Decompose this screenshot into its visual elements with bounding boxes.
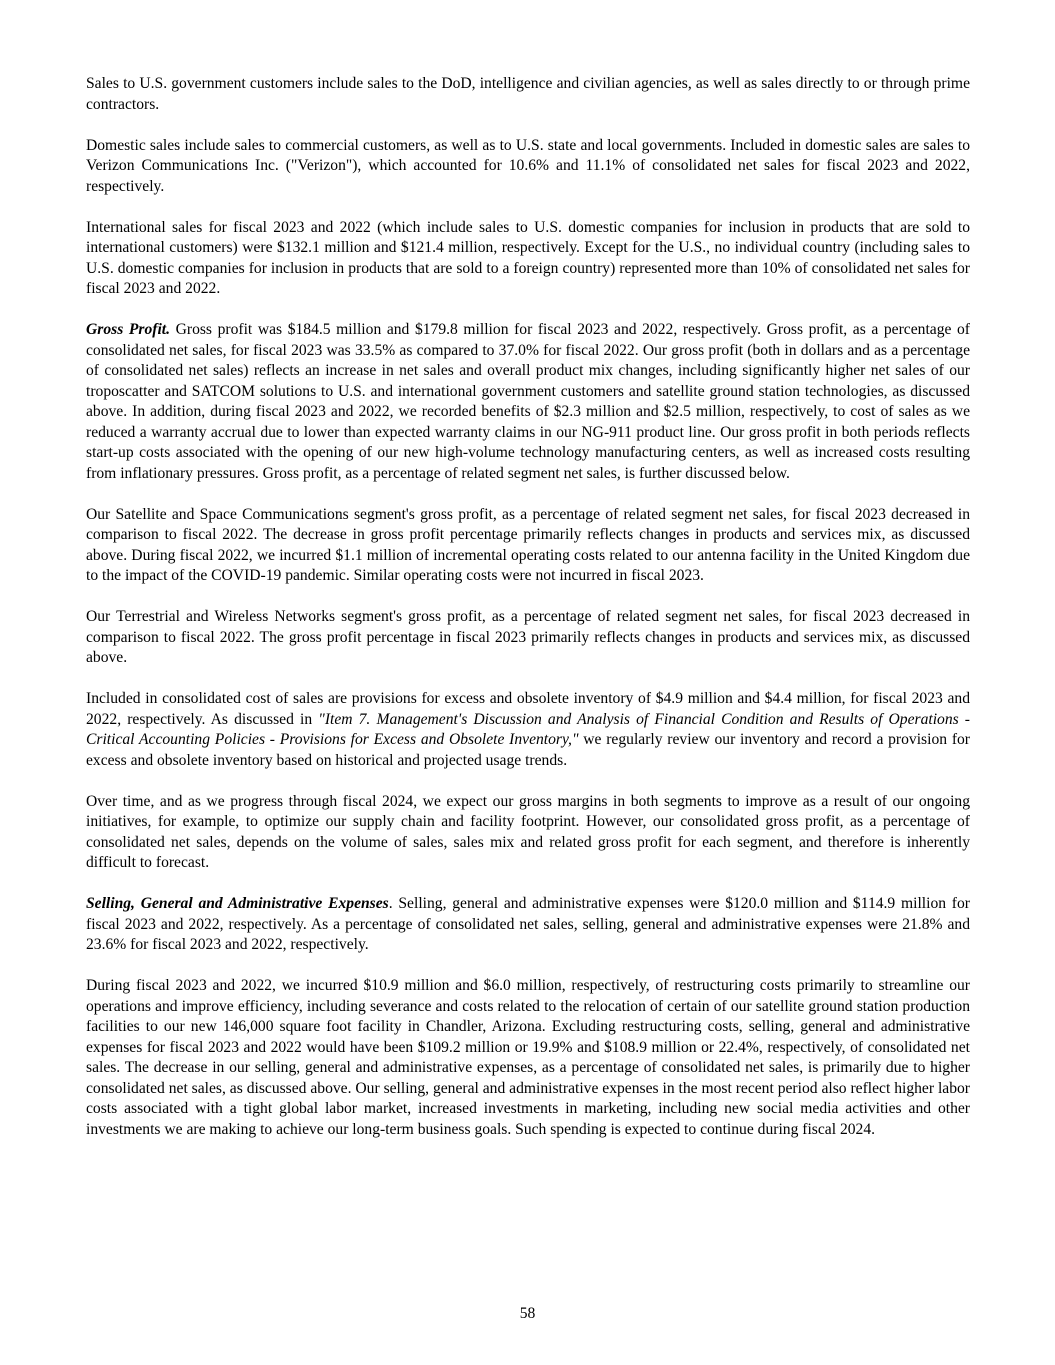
paragraph-domestic-sales: Domestic sales include sales to commercial customers, as well as to U.S. state and local governments. Included in domestic sales are sales to Verizon Communications Inc. ("Verizon"), which accounted for 10.6% and 11.1% of consolidated net sales for fiscal 2023 and 2022, respectively. (86, 136, 970, 195)
sga-heading: Selling, General and Administrative Expenses (86, 895, 389, 912)
gross-profit-text: Gross profit was $184.5 million and $179.8 million for fiscal 2023 and 2022, respectively. Gross profit, as a percentage of consolidated net sales, for fiscal 2023 was 33.5% as compared to 37.0% for fiscal 2022. Our gross profit (both in dollars and as a percentage of consolidated net sales) reflects an increase in net sales and overall product mix changes, including significantly higher net sales of our troposcatter and SATCOM solutions to U.S. and international government customers and satellite ground station technologies, as discussed above. In addition, during fiscal 2023 and 2022, we recorded benefits of $2.3 million and $2.5 million, respectively, to cost of sales as we reduced a warranty accrual due to lower than expected warranty claims in our NG-911 product line. Our gross profit in both periods reflects start-up costs associated with the opening of our new high-volume technology manufacturing centers, as well as increased costs resulting from inflationary pressures. Gross profit, as a percentage of related segment net sales, is further discussed below. (86, 321, 970, 482)
paragraph-government-sales: Sales to U.S. government customers include sales to the DoD, intelligence and civilian agencies, as well as sales directly to or through prime contractors. (86, 75, 970, 113)
mdna-reference: "Item 7. Management's Discussion and Analysis of Financial Condition and Results of Operations - Critical Accounting Policies - Provisions for Excess and Obsolete Inventory," (86, 710, 970, 748)
inventory-text-start: Included in consolidated cost of sales are provisions for excess and obsolete inventory of $4.9 million and $4.4 million, for fiscal 2023 and 2022, respectively. As discussed in (86, 690, 970, 728)
paragraph-gross-margin-outlook: Over time, and as we progress through fiscal 2024, we expect our gross margins in both segments to improve as a result of our ongoing initiatives, for example, to optimize our supply chain and facility footprint. However, our consolidated gross profit, as a percentage of consolidated net sales, depends on the volume of sales, sales mix and related gross profit for each segment, and therefore is inherently difficult to forecast. (86, 792, 970, 871)
sga-text: . Selling, general and administrative expenses were $120.0 million and $114.9 million for fiscal 2023 and 2022, respectively. As a percentage of consolidated net sales, selling, general and administrative expenses were 21.8% and 23.6% for fiscal 2023 and 2022, respectively. (86, 895, 970, 953)
document-body (86, 74, 970, 1161)
paragraph-inventory-provisions (86, 689, 970, 771)
paragraph-sga-expenses (86, 894, 970, 956)
gross-profit-heading: Gross Profit. (86, 321, 171, 338)
paragraph-gross-profit (86, 320, 970, 484)
paragraph-terrestrial-segment: Our Terrestrial and Wireless Networks segment's gross profit, as a percentage of related segment net sales, for fiscal 2023 decreased in comparison to fiscal 2022. The gross profit percentage in fiscal 2023 primarily reflects changes in products and services mix, as discussed above. (86, 608, 970, 666)
paragraph-restructuring-costs: During fiscal 2023 and 2022, we incurred $10.9 million and $6.0 million, respectively, of restructuring costs primarily to streamline our operations and improve efficiency, including severance and costs related to the relocation of certain of our satellite ground station production facilities to our new 146,000 square foot facility in Chandler, Arizona. Excluding restructuring costs, selling, general and administrative expenses for fiscal 2023 and 2022 would have been $109.2 million or 19.9% and $108.9 million or 22.4%, respectively, of consolidated net sales. The decrease in our selling, general and administrative expenses, as a percentage of consolidated net sales, is primarily due to higher consolidated net sales, as discussed above. Our selling, general and administrative expenses in the most recent period also reflect higher labor costs associated with a tight global labor market, increased investments in marketing, including new social media activities and other investments we are making to achieve our long-term business goals. Such spending is expected to continue during fiscal 2024. (86, 977, 970, 1138)
paragraph-international-sales: International sales for fiscal 2023 and 2022 (which include sales to U.S. domestic companies for inclusion in products that are sold to international customers) were $132.1 million and $121.4 million, respectively. Except for the U.S., no individual country (including sales to U.S. domestic companies for inclusion in products that are sold to a foreign country) represented more than 10% of consolidated net sales for fiscal 2023 and 2022. (86, 218, 970, 297)
paragraph-satellite-segment: Our Satellite and Space Communications segment's gross profit, as a percentage of related segment net sales, for fiscal 2023 decreased in comparison to fiscal 2022. The decrease in gross profit percentage primarily reflects changes in products and services mix, as discussed above. During fiscal 2022, we incurred $1.1 million of incremental operating costs related to our antenna facility in the United Kingdom due to the impact of the COVID-19 pandemic. Similar operating costs were not incurred in fiscal 2023. (86, 505, 970, 584)
page-number: 58 (519, 1305, 536, 1322)
inventory-text-end: we regularly review our inventory and record a provision for excess and obsolete inventory based on historical and projected usage trends. (86, 731, 971, 769)
